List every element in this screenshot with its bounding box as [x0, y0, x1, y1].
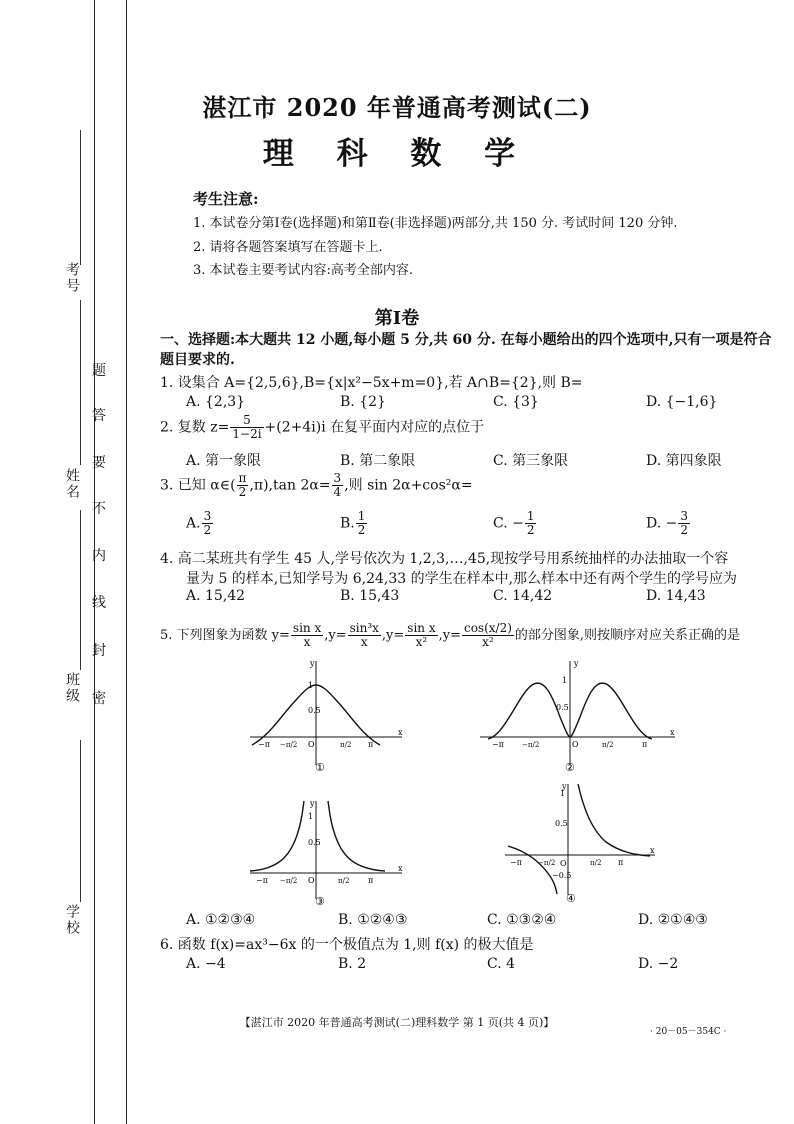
question-4-line-2: 量为 5 的样本,已知学号为 6,24,33 的学生在样本中,那么样本中还有两个学生的学号应为: [186, 571, 738, 587]
q5-option-c: C. ①③②④: [487, 912, 557, 928]
question-1-stem: 1. 设集合 A={2,5,6},B={x|x²−5x+m=0},若 A∩B={2},则 B=: [160, 375, 583, 391]
q1-option-b: B. {2}: [340, 394, 386, 410]
q6-option-b: B. 2: [338, 956, 367, 972]
svg-text:0.5: 0.5: [556, 703, 569, 712]
svg-text:−π: −π: [258, 740, 270, 749]
q5-option-d: D. ②①④③: [638, 912, 708, 928]
exam-title: 湛江市 2020 年普通高考测试(二): [202, 93, 592, 122]
school-blank: [80, 740, 81, 902]
graph-2: [470, 655, 680, 775]
q6-option-d: D. −2: [638, 956, 679, 972]
q3-option-b: B. $\frac{1}{2}$: [340, 509, 366, 537]
fraction: $\frac{5}{1-2i}$: [232, 413, 262, 441]
svg-text:x: x: [670, 728, 675, 737]
graph-label: ④: [566, 892, 576, 905]
svg-text:0.5: 0.5: [555, 819, 568, 828]
seal-char: 封: [92, 643, 106, 659]
graph-label: ①: [315, 761, 325, 774]
svg-text:O: O: [308, 876, 315, 885]
graph-label: ②: [565, 761, 575, 774]
seal-char: 线: [92, 595, 106, 611]
q6-option-a: A. −4: [186, 956, 226, 972]
q3-option-c: C. − $\frac{1}{2}$: [493, 509, 535, 537]
q3-option-d: D. − $\frac{3}{2}$: [646, 509, 688, 537]
svg-text:1: 1: [308, 681, 314, 690]
notice-item: 3. 本试卷主要考试内容:高考全部内容.: [193, 263, 414, 278]
q2-option-d: D. 第四象限: [646, 453, 722, 469]
notice-item: 1. 本试卷分第Ⅰ卷(选择题)和第Ⅱ卷(非选择题)两部分,共 150 分. 考试时间 120 分钟.: [193, 216, 678, 231]
q6-option-c: C. 4: [487, 956, 516, 972]
q1-option-d: D. {−1,6}: [646, 394, 718, 410]
class-blank: [80, 510, 81, 670]
svg-text:−π: −π: [256, 876, 268, 885]
graph-1: [240, 655, 410, 775]
graph-4: [500, 780, 660, 905]
svg-text:y: y: [562, 782, 567, 791]
paper-code: · 20－05－354C ·: [650, 1027, 727, 1037]
q2-option-b: B. 第二象限: [340, 453, 416, 469]
svg-text:π/2: π/2: [338, 877, 350, 885]
svg-text:y: y: [574, 659, 579, 668]
notice-item: 2. 请将各题答案填写在答题卡上.: [193, 240, 383, 255]
svg-text:−π/2: −π/2: [522, 741, 540, 749]
section-instructions: 一、选择题:本大题共 12 小题,每小题 5 分,共 60 分. 在每小题给出的四个选项中,只有一项是符合题目要求的.: [160, 332, 772, 368]
svg-text:−0.5: −0.5: [552, 871, 572, 880]
school-label: 学校: [64, 904, 80, 936]
svg-text:O: O: [308, 740, 315, 749]
svg-text:1: 1: [308, 812, 314, 821]
page-footer: 【湛江市 2020 年普通高考测试(二)理科数学 第 1 页(共 4 页)】: [239, 1016, 555, 1029]
question-2-stem: 2. 复数 z= $\frac{5}{1-2i}$ +(2+4i)i 在复平面内对应的点位于: [160, 413, 485, 441]
svg-text:y: y: [310, 799, 315, 808]
svg-text:π/2: π/2: [590, 859, 602, 867]
fraction: $\frac{3}{4}$: [333, 471, 342, 499]
svg-text:π: π: [368, 876, 374, 885]
svg-text:x: x: [398, 728, 403, 737]
svg-text:π: π: [642, 740, 648, 749]
question-4-line-1: 4. 高二某班共有学生 45 人,学号依次为 1,2,3,…,45,现按学号用系统抽样的办法抽取一个容: [160, 551, 729, 567]
seal-char: 答: [92, 408, 106, 424]
part-title: 第Ⅰ卷: [374, 308, 420, 329]
svg-text:x: x: [650, 846, 655, 855]
seal-char: 密: [92, 691, 106, 707]
svg-text:y: y: [310, 659, 315, 668]
svg-text:x: x: [398, 864, 403, 873]
svg-text:−π: −π: [510, 858, 522, 867]
svg-text:π/2: π/2: [340, 741, 352, 749]
graph-label: ③: [315, 895, 325, 908]
q1-option-a: A. {2,3}: [186, 394, 246, 410]
question-5-stem: 5. 下列图象为函数 y= $\frac{\text{sin x}}{x}$ ,y= $\frac{\text{sin³x}}{x}$ ,y= $\frac{\text{sin x}}{\text{x²}}$ ,y= $\frac{\cos(x/2)}{\text{x²}}$ 的部分图象,则按顺序对应关系正确的是: [160, 621, 741, 649]
seal-char: 内: [92, 548, 106, 564]
seal-char: 要: [92, 455, 106, 471]
q2-option-a: A. 第一象限: [186, 453, 262, 469]
svg-text:0.5: 0.5: [308, 706, 321, 715]
q4-option-c: C. 14,42: [493, 588, 553, 604]
svg-text:−π: −π: [492, 740, 504, 749]
notice-heading: 考生注意:: [193, 190, 259, 208]
q4-option-d: D. 14,43: [646, 588, 706, 604]
class-label: 班级: [64, 672, 80, 704]
q2-option-c: C. 第三象限: [493, 453, 569, 469]
seal-char: 题: [92, 363, 106, 379]
q4-option-a: A. 15,42: [186, 588, 246, 604]
q1-option-c: C. {3}: [493, 394, 539, 410]
seal-char: 不: [92, 501, 106, 517]
exam-number-label: 考号: [64, 262, 80, 294]
question-6-stem: 6. 函数 f(x)=ax³−6x 的一个极值点为 1,则 f(x) 的极大值是: [160, 937, 534, 953]
svg-text:1: 1: [562, 676, 568, 685]
q4-option-b: B. 15,43: [340, 588, 400, 604]
svg-text:O: O: [560, 859, 567, 868]
svg-text:−π/2: −π/2: [280, 877, 298, 885]
fraction: $\frac{\pi}{2}$: [238, 471, 247, 499]
q5-option-a: A. ①②③④: [186, 912, 256, 928]
svg-text:π/2: π/2: [602, 741, 614, 749]
svg-text:0.5: 0.5: [308, 838, 321, 847]
svg-text:O: O: [572, 740, 579, 749]
q5-option-b: B. ①②④③: [338, 912, 408, 928]
q3-option-a: A. $\frac{3}{2}$: [186, 509, 212, 537]
svg-text:π: π: [368, 740, 374, 749]
svg-text:π: π: [618, 858, 624, 867]
svg-text:1: 1: [560, 789, 566, 798]
question-3-stem: 3. 已知 α∈( $\frac{\pi}{2}$ ,π),tan 2α= $\frac{3}{4}$ ,则 sin 2α+cos²α=: [160, 471, 473, 499]
graph-3: [240, 795, 410, 910]
name-label: 姓名: [64, 468, 80, 500]
subject-title: 理 科 数 学: [262, 136, 532, 172]
svg-text:−π/2: −π/2: [280, 741, 298, 749]
svg-text:−π/2: −π/2: [538, 859, 556, 867]
